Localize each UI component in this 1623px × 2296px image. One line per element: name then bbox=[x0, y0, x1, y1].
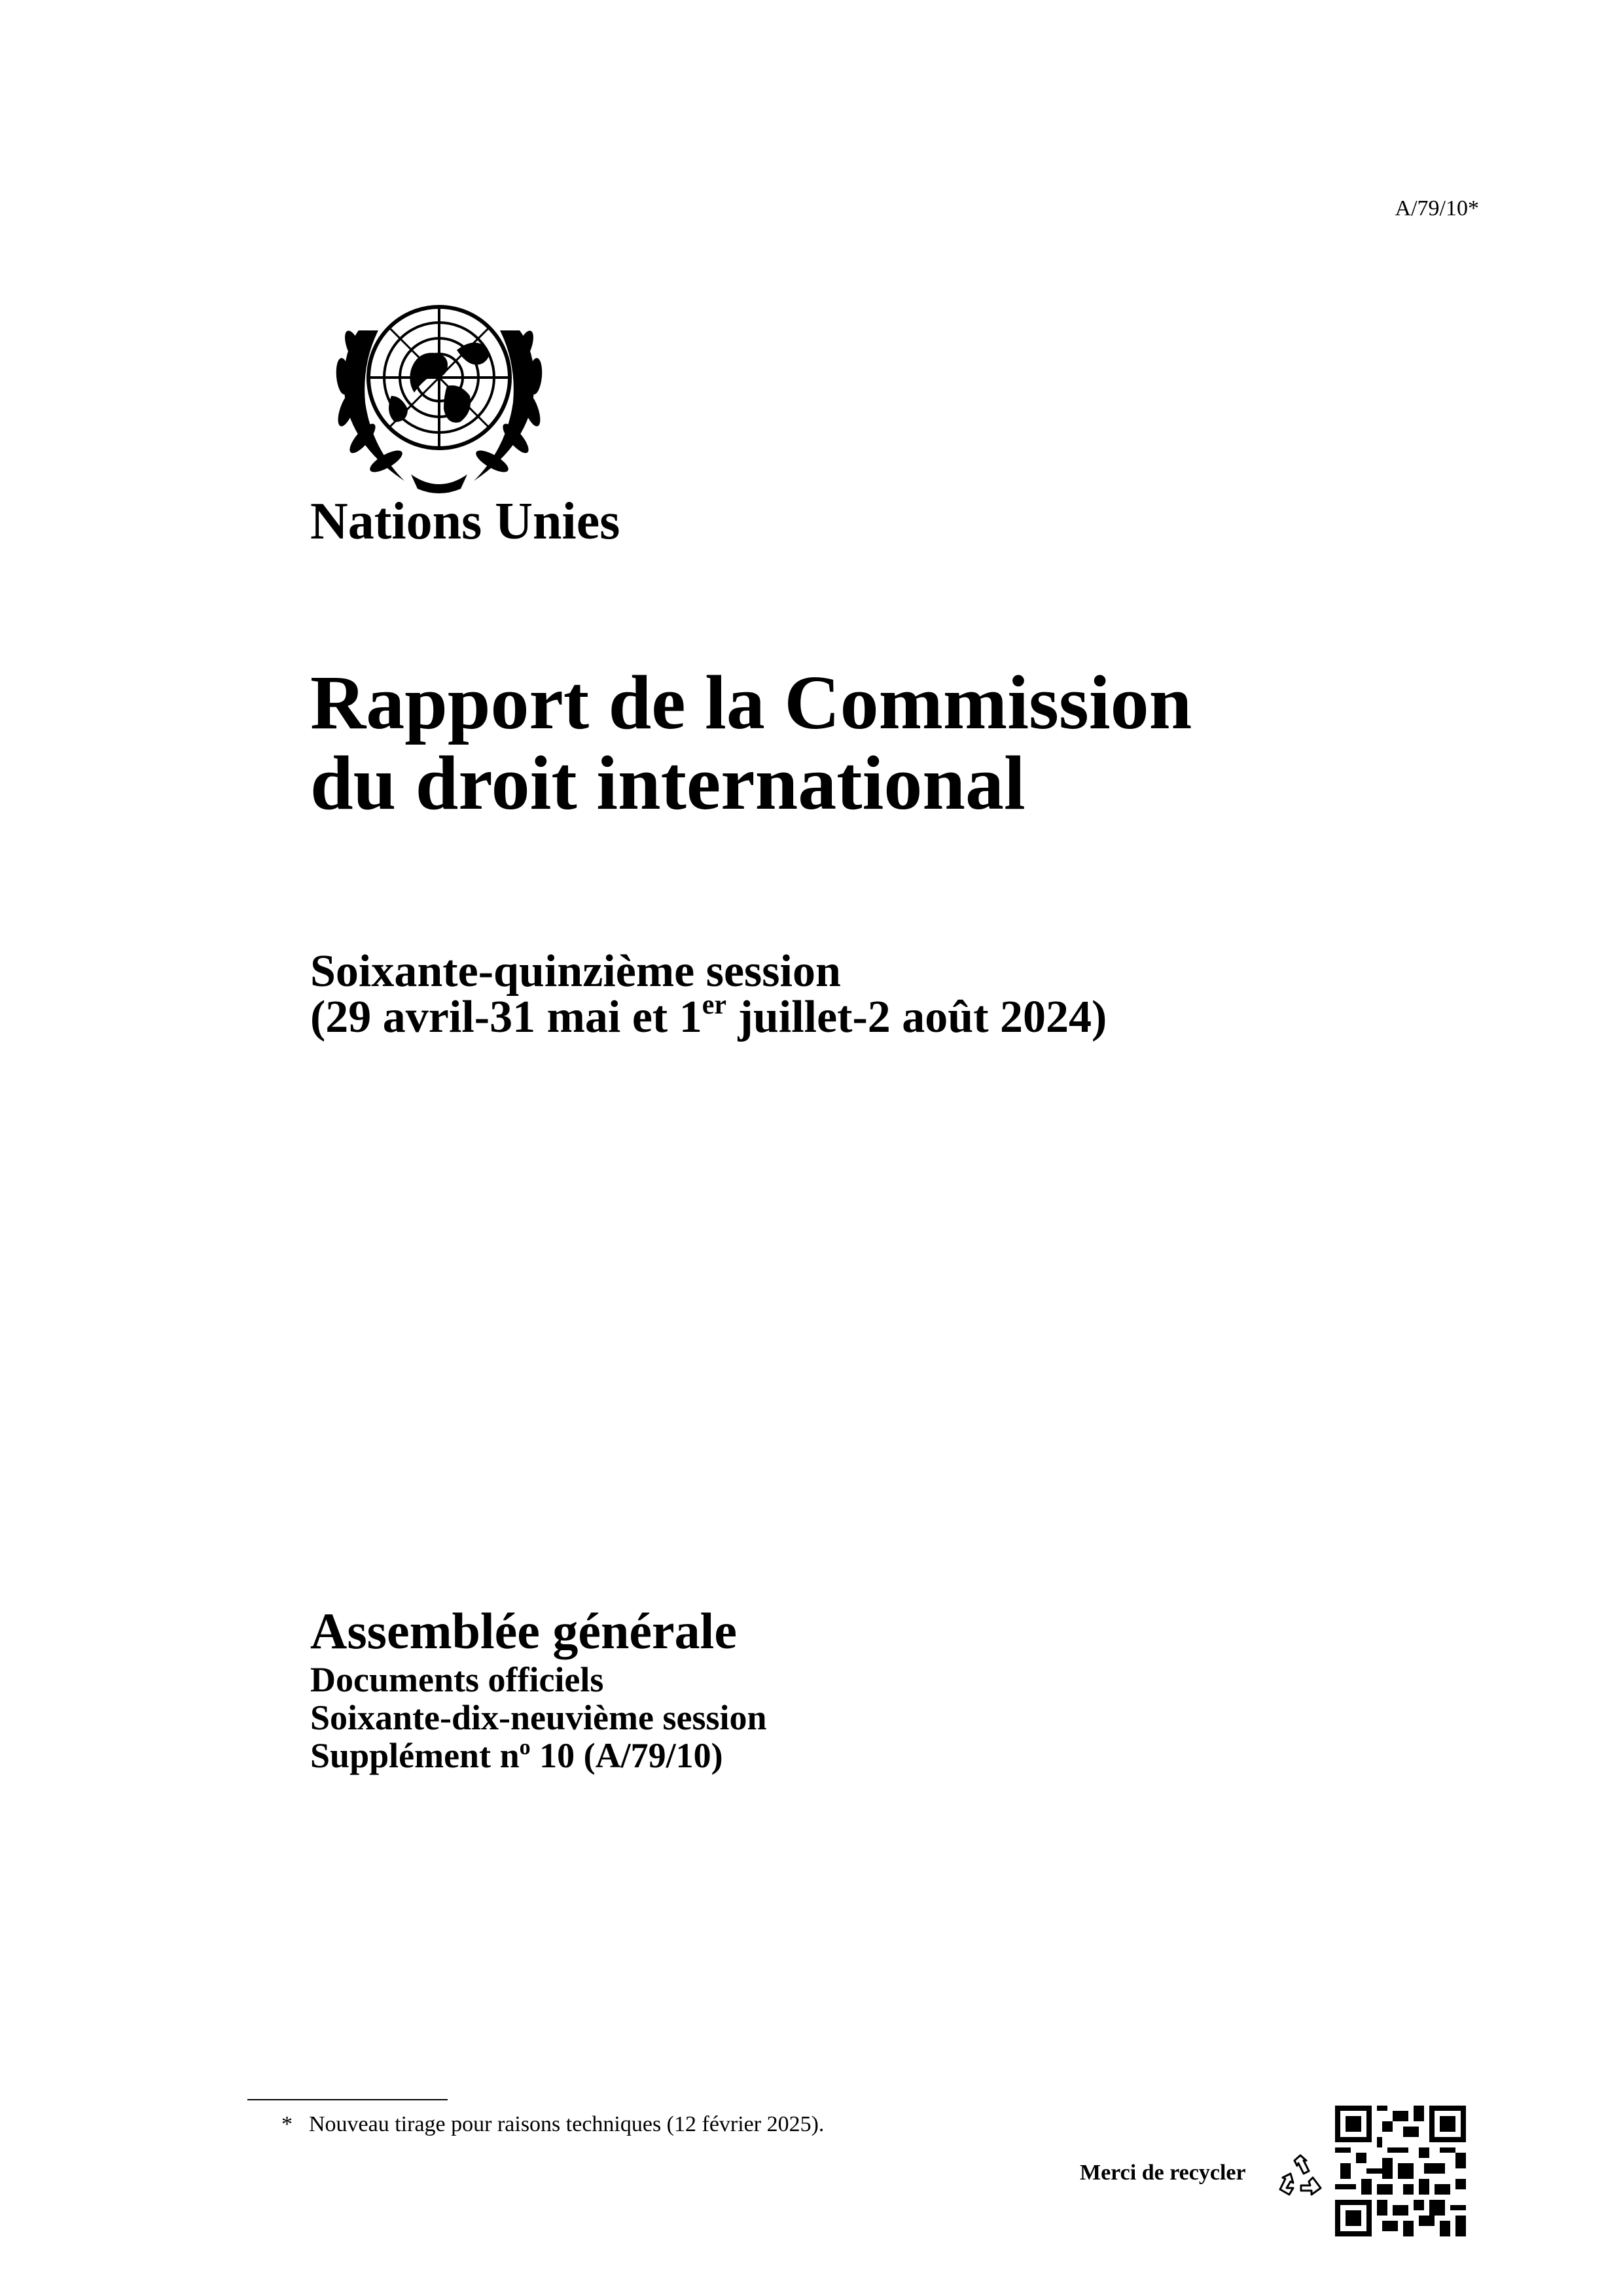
footnote-divider bbox=[247, 2099, 448, 2100]
supplement-reference: 10 (A/79/10) bbox=[530, 1736, 723, 1775]
session-line-1: Soixante-quinzième session bbox=[310, 946, 841, 997]
recycle-label: Merci de recycler bbox=[1080, 2161, 1246, 2185]
session-dates-superscript: er bbox=[702, 990, 727, 1020]
supplement-number bbox=[310, 1737, 767, 1775]
recycle-icon bbox=[1275, 2151, 1326, 2202]
un-emblem-icon bbox=[313, 278, 565, 494]
assembly-block bbox=[310, 1602, 767, 1775]
session-info bbox=[310, 946, 1107, 1042]
session-dates-end: juillet-2 août 2024) bbox=[726, 992, 1107, 1042]
title-line-1: Rapport de la Commission bbox=[310, 660, 1192, 745]
assembly-name: Assemblée générale bbox=[310, 1602, 737, 1659]
footnote-text: Nouveau tirage pour raisons techniques (12 février 2025). bbox=[309, 2112, 825, 2136]
document-symbol: A/79/10* bbox=[1395, 196, 1479, 221]
supplement-superscript: o bbox=[519, 1735, 531, 1759]
footnote-mark: * bbox=[281, 2112, 293, 2136]
organization-name: Nations Unies bbox=[310, 493, 620, 550]
session-dates-start: (29 avril-31 mai et 1 bbox=[310, 992, 702, 1042]
document-title bbox=[310, 660, 1192, 826]
assembly-session: Soixante-dix-neuvième session bbox=[310, 1698, 767, 1737]
session-line-2 bbox=[310, 990, 1107, 1042]
supplement-label: Supplément n bbox=[310, 1736, 520, 1775]
qr-code-icon bbox=[1335, 2106, 1466, 2236]
official-records: Documents officiels bbox=[310, 1660, 604, 1699]
title-line-2: du droit international bbox=[310, 740, 1026, 826]
